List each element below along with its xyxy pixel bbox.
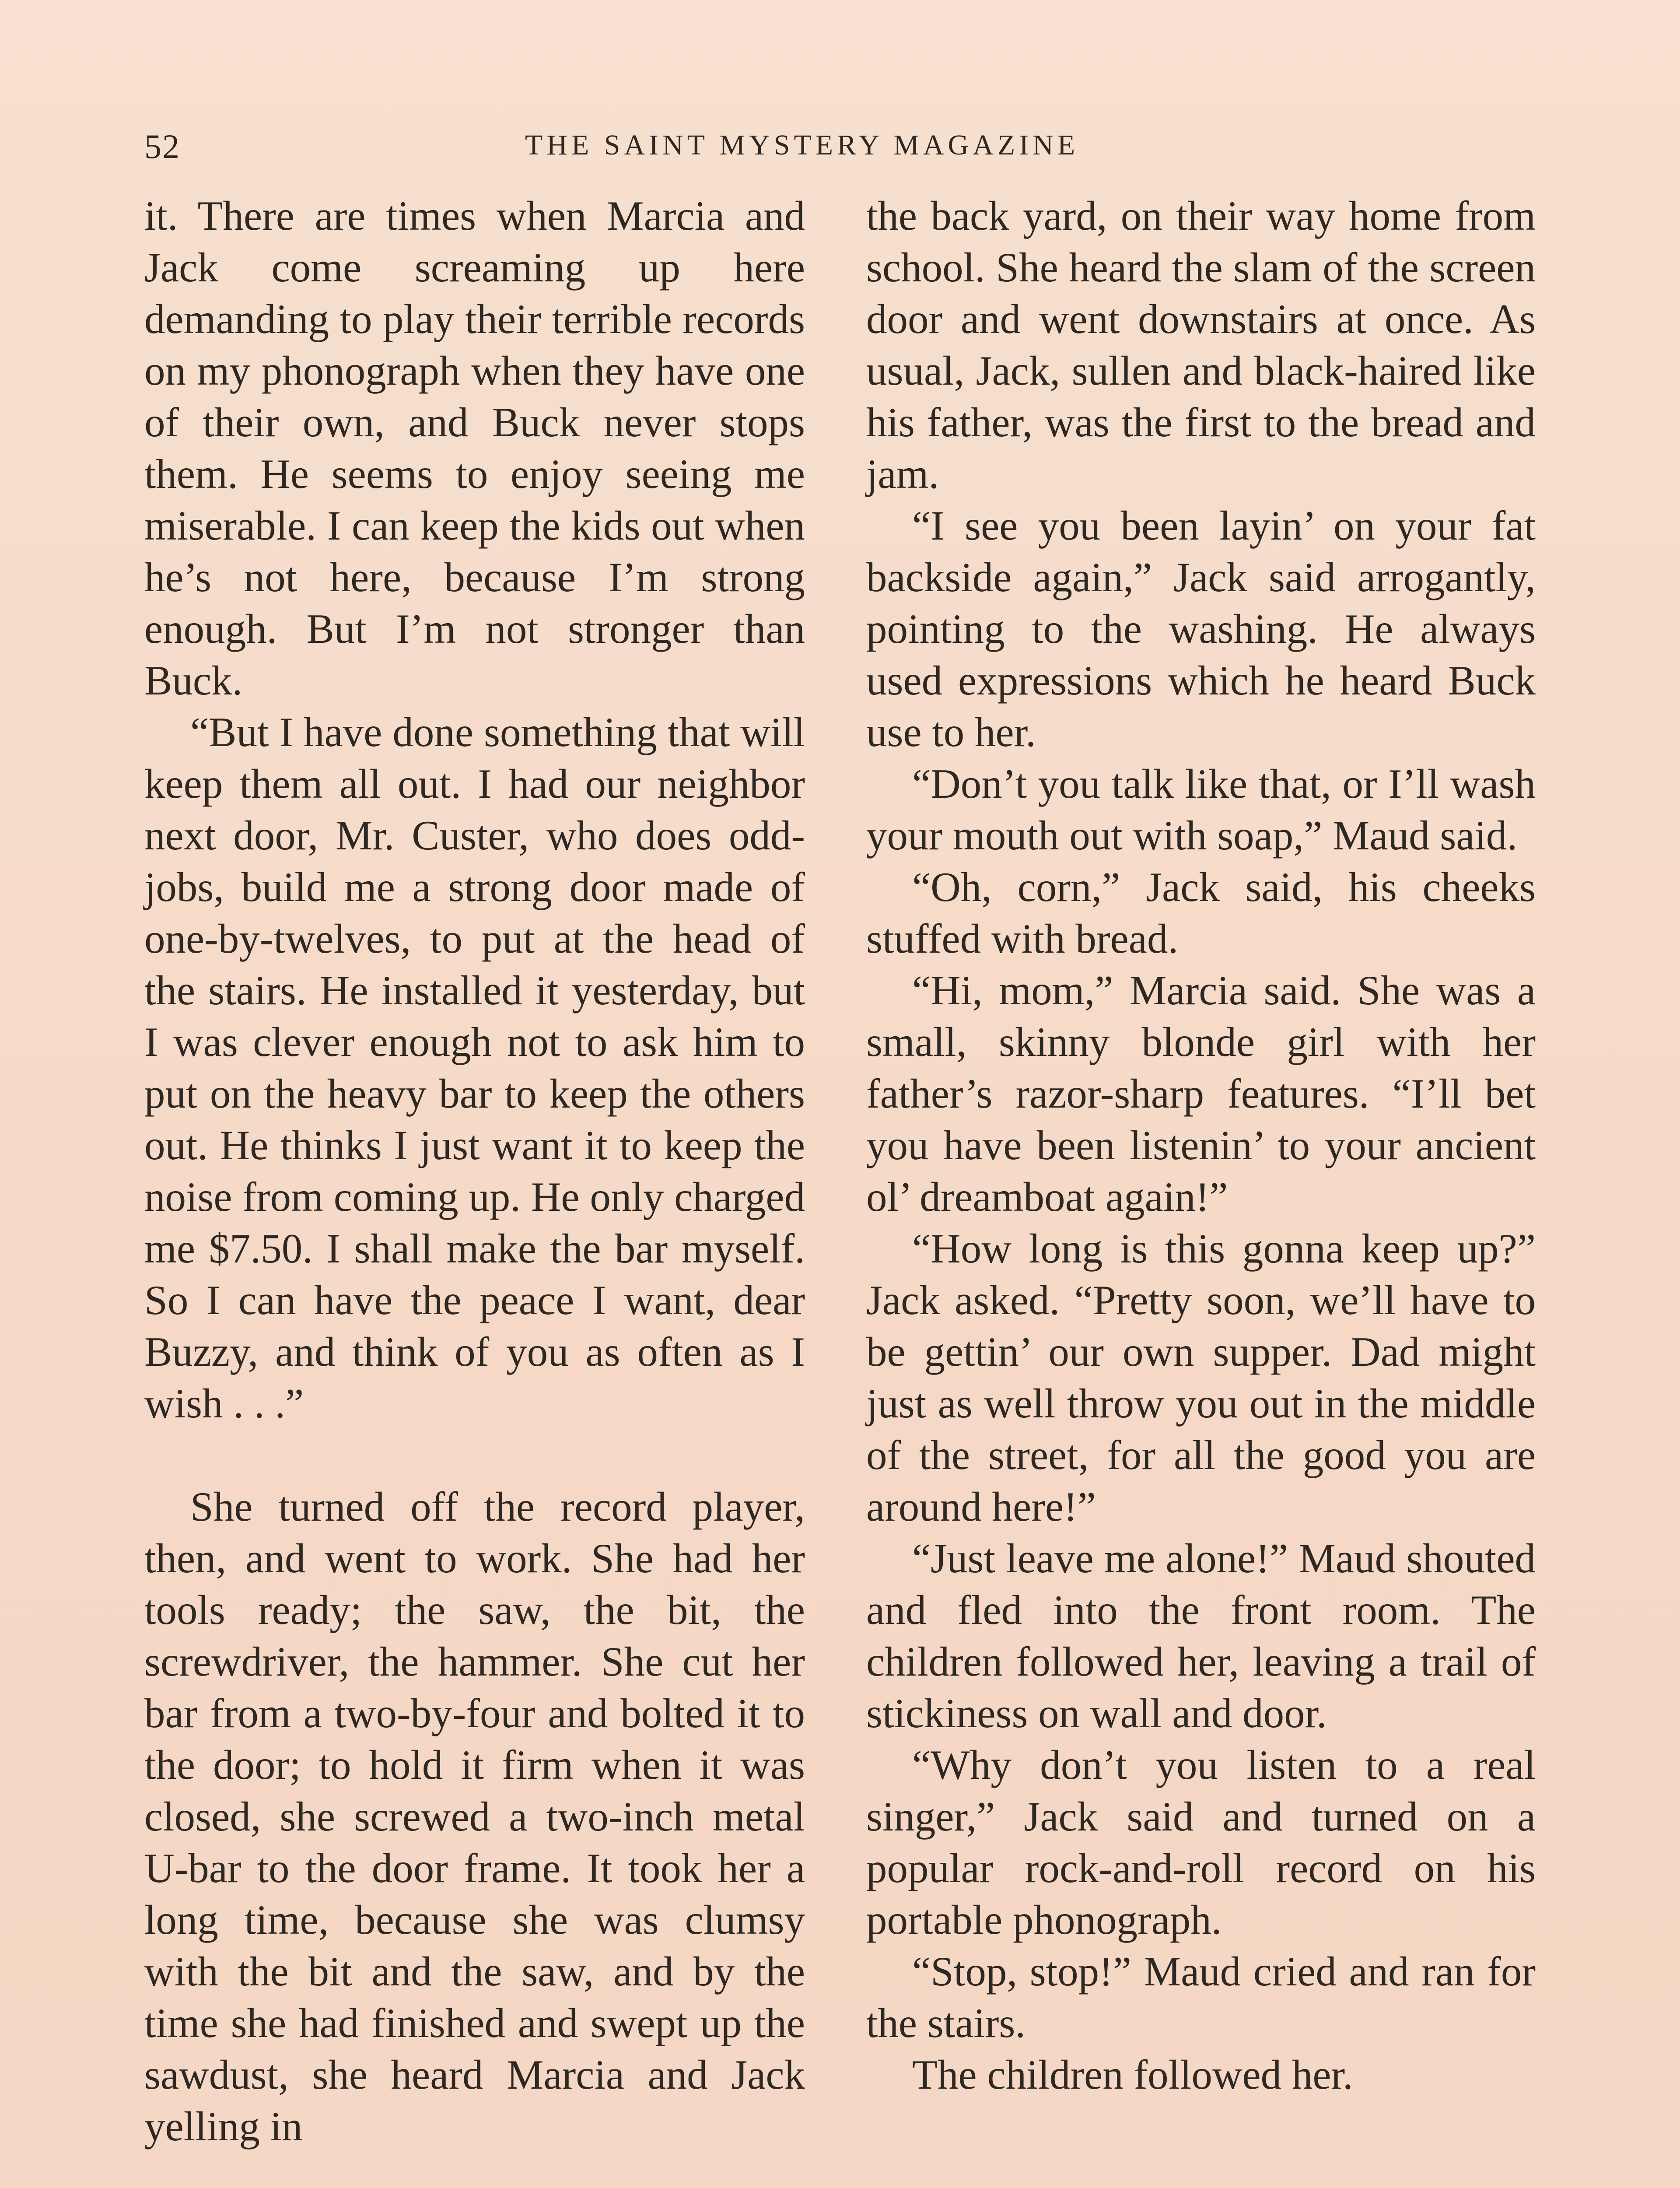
- page-header: [144, 127, 1536, 175]
- paragraph: “I see you been layin’ on your fat backside again,” Jack said arrogantly, pointing to the washing. He always used expressions which he heard Buck use to her.: [866, 502, 1536, 755]
- paragraph: She turned off the record player, then, and went to work. She had her tools ready; the saw, the bit, the screwdriver, the hammer. She cut her bar from a two-by-four and bolted it to the door; to hold it firm when it was closed, she screwed a two-inch metal U-bar to the door frame. It took her a long time, because she was clumsy with the bit and the saw, and by the time she had finished and swept up the sawdust, she heard Marcia and Jack yelling in: [144, 1483, 805, 2149]
- running-head: THE SAINT MYSTERY MAGAZINE: [525, 129, 1079, 161]
- paragraph: “But I have done something that will keep them all out. I had our neighbor next door, Mr. Custer, who does odd-jobs, build me a strong door made of one-by-twelves, to put at the head of the stairs. He installed it yesterday, but I was clever enough not to ask him to put on the heavy bar to keep the others out. He thinks I just want it to keep the noise from coming up. He only charged me $7.50. I shall make the bar myself. So I can have the peace I want, dear Buzzy, and think of you as often as I wish . . .”: [144, 709, 805, 1427]
- paragraph: “Just leave me alone!” Maud shouted and fled into the front room. The children followed her, leaving a trail of stickiness on wall and door.: [866, 1535, 1536, 1736]
- paragraph: “Oh, corn,” Jack said, his cheeks stuffed with bread.: [866, 864, 1536, 962]
- paragraph: “Hi, mom,” Marcia said. She was a small, skinny blonde girl with her father’s razor-sharp features. “I’ll bet you have been listenin’ to your ancient ol’ dreamboat again!”: [866, 967, 1536, 1220]
- paragraph: “Stop, stop!” Maud cried and ran for the stairs.: [866, 1948, 1536, 2046]
- paragraph: “How long is this gonna keep up?” Jack asked. “Pretty soon, we’ll have to be gettin’ our own supper. Dad might just as well throw you out in the middle of the street, for all the good you are around here!”: [866, 1225, 1536, 1530]
- paragraph: the back yard, on their way home from school. She heard the slam of the screen door and went downstairs at once. As usual, Jack, sullen and black-haired like his father, was the first to the bread and jam.: [866, 193, 1536, 497]
- paragraph: The children followed her.: [912, 2051, 1353, 2098]
- page-number: 52: [144, 127, 180, 165]
- left-column: [144, 190, 805, 2152]
- paragraph: it. There are times when Marcia and Jack come screaming up here demanding to play their terrible records on my phonograph when they have one of their own, and Buck never stops them. He seems to enjoy seeing me miserable. I can keep the kids out when he’s not here, because I’m strong enough. But I’m not stronger than Buck.: [144, 193, 805, 704]
- paragraph: “Don’t you talk like that, or I’ll wash your mouth out with soap,” Maud said.: [866, 761, 1536, 859]
- paragraph: “Why don’t you listen to a real singer,” Jack said and turned on a popular rock-and-roll record on his portable phonograph.: [866, 1742, 1536, 1943]
- right-column: [866, 190, 1536, 2100]
